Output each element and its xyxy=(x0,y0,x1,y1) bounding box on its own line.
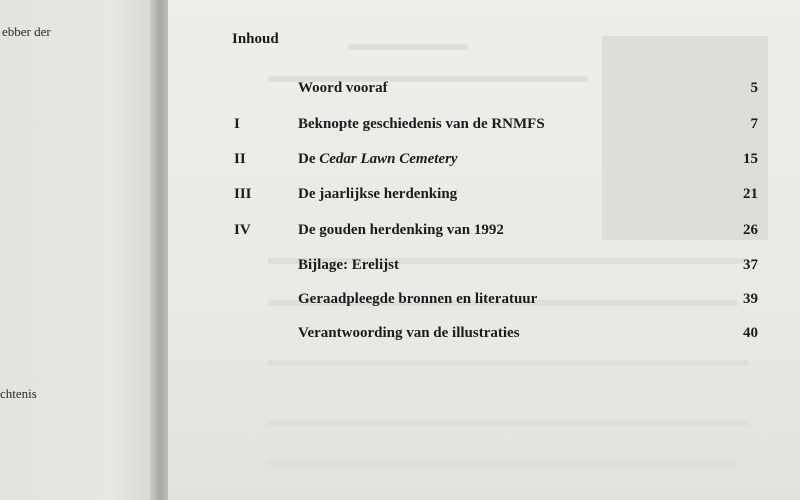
toc-title-part: Geraadpleegde bronnen en literatuur xyxy=(298,291,538,307)
toc-chapter-number: IV xyxy=(234,222,251,238)
toc-title xyxy=(298,257,399,274)
toc-title-part: De gouden herdenking van 1992 xyxy=(298,222,504,238)
toc-title xyxy=(298,186,457,203)
toc-entry xyxy=(168,325,800,347)
left-page xyxy=(0,0,160,500)
toc-entry xyxy=(168,291,800,313)
toc-page-number: 26 xyxy=(743,222,758,238)
toc-title-italic-part: Cedar Lawn Cemetery xyxy=(319,151,458,167)
toc-chapter-number: II xyxy=(234,151,246,167)
toc-title-part: De xyxy=(298,151,320,167)
toc-chapter-number: I xyxy=(234,116,240,132)
toc-entry xyxy=(168,186,800,208)
toc-page-number: 39 xyxy=(743,291,758,307)
right-page xyxy=(168,0,800,500)
toc-page-number: 7 xyxy=(750,116,758,132)
page-title: Inhoud xyxy=(232,31,279,47)
toc-title xyxy=(298,222,504,239)
toc-page-number: 40 xyxy=(743,325,758,341)
show-through-text xyxy=(268,420,748,426)
toc-page-number: 5 xyxy=(750,80,758,96)
show-through-text xyxy=(268,360,748,366)
toc-title xyxy=(298,151,458,168)
toc-title-part: De jaarlijkse herdenking xyxy=(298,186,458,202)
toc-entry xyxy=(168,116,800,138)
toc-chapter-number: III xyxy=(234,186,252,202)
toc-title-part: Bijlage: Erelijst xyxy=(298,257,399,273)
show-through-photo xyxy=(602,36,768,240)
toc-title-part: Woord vooraf xyxy=(298,80,388,96)
show-through-text xyxy=(348,44,468,50)
toc-page-number: 15 xyxy=(743,151,758,167)
toc-entry xyxy=(168,80,800,102)
toc-page-number: 37 xyxy=(743,257,758,273)
toc-title xyxy=(298,325,520,342)
toc-title xyxy=(298,291,537,308)
toc-entry xyxy=(168,222,800,244)
left-page-text-fragment: chtenis xyxy=(0,386,37,401)
left-page-text-fragment: ebber der xyxy=(2,24,51,39)
toc-title-part: Beknopte geschiedenis van de RNMFS xyxy=(298,116,545,132)
toc-entry xyxy=(168,257,800,279)
toc-title xyxy=(298,80,388,97)
toc-page-number: 21 xyxy=(743,186,758,202)
toc-title-part: Verantwoording van de illustraties xyxy=(298,325,520,341)
show-through-text xyxy=(268,460,738,466)
toc-title xyxy=(298,116,545,133)
toc-entry xyxy=(168,151,800,173)
